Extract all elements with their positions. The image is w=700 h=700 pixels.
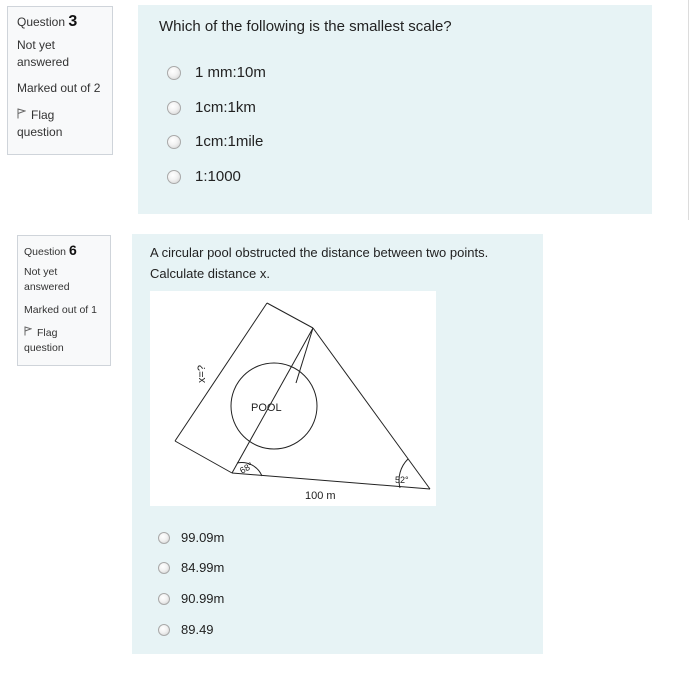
question-3-number	[17, 13, 112, 31]
question-label: Question	[17, 15, 66, 29]
flag-icon	[24, 326, 32, 341]
flag-question-link[interactable]	[24, 326, 110, 356]
marks-text: Marked out of 1	[24, 304, 97, 316]
x-label: x=?	[196, 364, 208, 383]
question-3-option-4[interactable]	[167, 168, 241, 185]
question-3-prompt: Which of the following is the smallest scale?	[159, 18, 452, 35]
question-6-prompt-line-2: Calculate distance x.	[150, 266, 270, 281]
flag-label-2: question	[24, 342, 64, 354]
question-3-option-1[interactable]	[167, 64, 266, 81]
flag-label-1: Flag	[31, 108, 55, 122]
radio-button[interactable]	[167, 66, 181, 80]
pool-label: POOL	[251, 402, 282, 414]
option-label: 99.09m	[181, 530, 225, 545]
question-6-option-3[interactable]	[158, 591, 224, 606]
question-6-number	[24, 243, 110, 260]
radio-button[interactable]	[158, 532, 170, 544]
question-3-info-panel	[7, 6, 113, 155]
question-6-option-1[interactable]	[158, 530, 224, 545]
question-label: Question	[24, 246, 67, 258]
flag-label-2: question	[17, 125, 63, 139]
pool-diagram	[150, 291, 436, 506]
radio-button[interactable]	[158, 624, 170, 636]
marks-text: Marked out of 2	[17, 81, 101, 95]
question-3-content	[138, 5, 652, 214]
status-line-2: answered	[17, 55, 70, 69]
radio-button[interactable]	[158, 593, 170, 605]
radio-button[interactable]	[167, 170, 181, 184]
angle-68-label: 68°	[238, 460, 255, 476]
question-6-content	[132, 234, 543, 654]
question-6-option-2[interactable]	[158, 560, 224, 575]
question-6-option-4[interactable]	[158, 622, 214, 637]
option-label: 1 mm:10m	[195, 64, 266, 81]
flag-question-link[interactable]	[17, 107, 112, 141]
status-line-1: Not yet	[17, 38, 56, 52]
question-number: 3	[68, 13, 78, 30]
status-line-1: Not yet	[24, 266, 58, 278]
radio-button[interactable]	[167, 101, 181, 115]
flag-label-1: Flag	[37, 327, 58, 339]
base-length-label: 100 m	[305, 490, 336, 502]
question-6-prompt-line-1: A circular pool obstructed the distance between two points.	[150, 245, 489, 260]
option-label: 90.99m	[181, 591, 225, 606]
radio-button[interactable]	[167, 135, 181, 149]
option-label: 89.49	[181, 622, 214, 637]
question-3-option-2[interactable]	[167, 99, 256, 116]
flag-icon	[17, 107, 26, 124]
angle-52-label: 52°	[395, 475, 409, 485]
option-label: 84.99m	[181, 560, 225, 575]
option-label: 1cm:1km	[195, 99, 256, 116]
pool-diagram-svg	[150, 291, 436, 506]
question-number: 6	[68, 242, 77, 258]
status-line-2: answered	[24, 281, 70, 293]
question-6-info-panel	[17, 235, 111, 366]
option-label: 1cm:1mile	[195, 133, 264, 150]
question-3-option-3[interactable]	[167, 133, 263, 150]
radio-button[interactable]	[158, 562, 170, 574]
page-divider	[688, 0, 689, 220]
option-label: 1:1000	[195, 168, 241, 185]
